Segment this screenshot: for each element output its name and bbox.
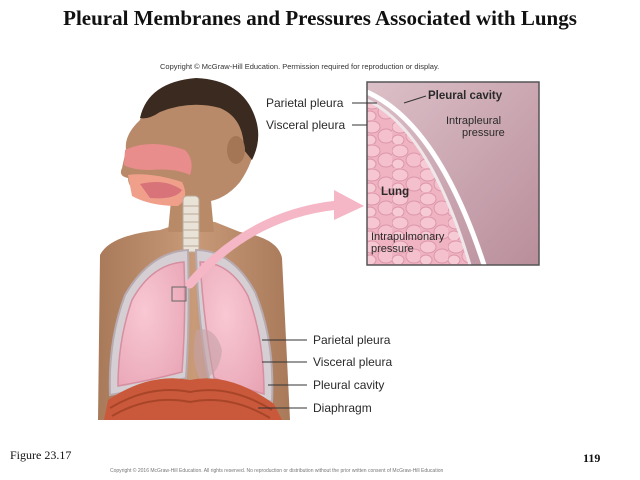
inset-label-lung: Lung: [381, 186, 410, 198]
inset-label-intrapleural-1: Intrapleural: [446, 115, 502, 127]
inset-label-pleural-cavity: Pleural cavity: [428, 90, 503, 102]
slide-title: Pleural Membranes and Pressures Associated with Lungs: [63, 6, 577, 30]
copyright-notice-bottom: Copyright © 2016 McGraw-Hill Education. All rights reserved. No reproduction or distribution without the prior written consent of McGraw-Hill Education: [110, 468, 444, 474]
label-diaphragm: Diaphragm: [313, 401, 372, 415]
copyright-notice-top: Copyright © McGraw-Hill Education. Permission required for reproduction or display.: [160, 62, 440, 71]
inset-label-intrapulmonary-2: pressure: [371, 243, 414, 255]
label-parietal-pleura-bottom: Parietal pleura: [313, 333, 391, 347]
trachea: [183, 196, 199, 252]
inset-label-intrapleural-2: pressure: [462, 127, 505, 139]
ear: [227, 136, 245, 164]
page-number: 119: [583, 451, 601, 465]
zoom-arrow-head: [334, 190, 364, 220]
label-visceral-pleura-bottom: Visceral pleura: [313, 355, 393, 369]
label-parietal-pleura-top: Parietal pleura: [266, 96, 344, 110]
label-pleural-cavity-bottom: Pleural cavity: [313, 378, 385, 392]
inset-label-intrapulmonary-1: Intrapulmonary: [371, 231, 445, 243]
label-visceral-pleura-top: Visceral pleura: [266, 118, 346, 132]
figure-label: Figure 23.17: [10, 448, 72, 462]
